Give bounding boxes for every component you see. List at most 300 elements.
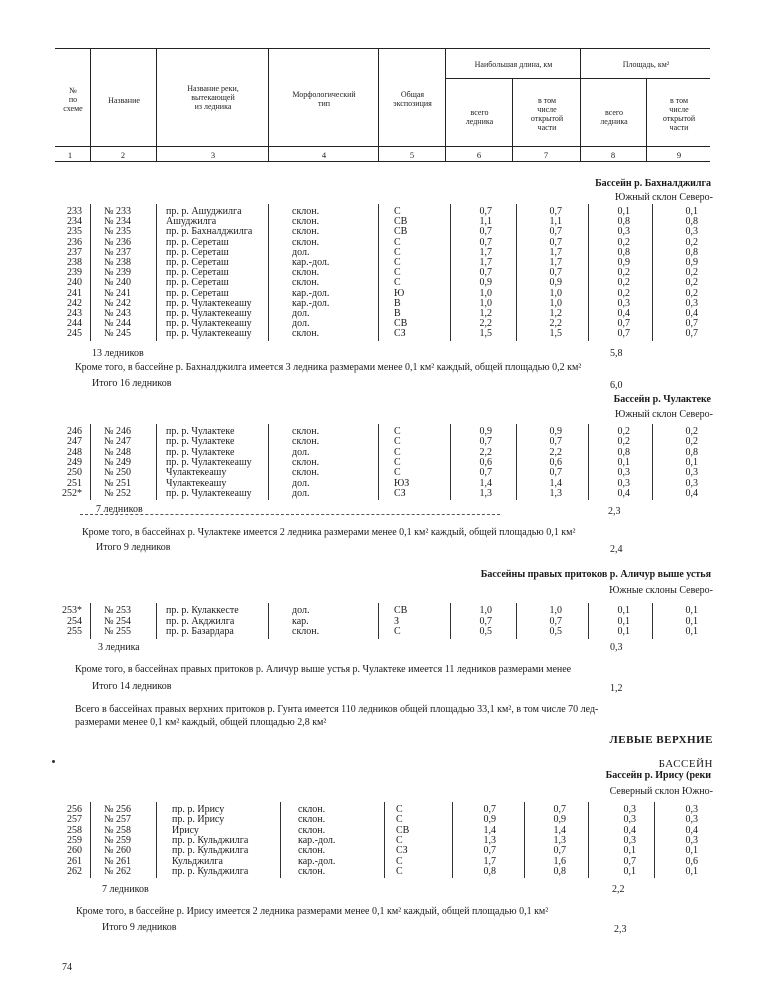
length-open: 0,7 xyxy=(553,845,566,857)
section-title: Бассейны правых притоков р. Аличур выше устья xyxy=(480,569,711,580)
length-open: 1,7 xyxy=(549,257,562,268)
glacier-name: № 246 xyxy=(104,426,132,437)
area-total: 0,4 xyxy=(617,487,630,499)
area-total: 0,4 xyxy=(617,308,630,319)
river-name: пр. р. Чулактекеашу xyxy=(166,297,252,309)
column-number: 1 xyxy=(67,150,73,160)
area-open: 0,1 xyxy=(685,605,698,616)
area-open: 0,1 xyxy=(685,865,698,877)
river-name: Кульджилга xyxy=(172,855,223,867)
itogo-area: 2,4 xyxy=(610,544,623,555)
area-total: 0,3 xyxy=(617,477,630,489)
header-length-total: всего ледника xyxy=(465,108,494,126)
column-number: 9 xyxy=(676,150,682,160)
length-open: 0,7 xyxy=(549,267,562,279)
area-open: 0,1 xyxy=(685,206,698,217)
header-river: Название реки, вытекающей из ледника xyxy=(187,84,239,111)
morph-type: кар.-дол. xyxy=(298,855,336,867)
exposition: С xyxy=(394,246,401,258)
total-area: 0,3 xyxy=(610,642,623,653)
header-bottom-rule xyxy=(55,161,710,162)
area-open: 0,1 xyxy=(685,456,698,468)
basin-heading: БАССЕЙН xyxy=(658,758,713,770)
header-divider xyxy=(580,48,581,161)
area-total: 0,2 xyxy=(617,426,630,437)
length-total: 0,8 xyxy=(483,865,496,877)
area-open: 0,2 xyxy=(685,267,698,279)
length-total: 1,2 xyxy=(479,308,492,319)
area-total: 0,2 xyxy=(617,436,630,448)
river-name: пр. р. Чулактекеашу xyxy=(166,308,252,319)
river-name: пр. р. Базардара xyxy=(166,626,234,637)
morph-type: склон. xyxy=(292,426,320,437)
river-name: Ашуджилга xyxy=(166,216,217,228)
glacier-name: № 233 xyxy=(104,206,132,217)
morph-type: дол. xyxy=(292,487,310,499)
length-open: 0,7 xyxy=(549,226,562,238)
morph-type: кар.-дол. xyxy=(292,297,330,309)
river-name: пр. р. Ирису xyxy=(172,814,225,826)
morph-type: склон. xyxy=(298,804,326,815)
column-number: 4 xyxy=(321,150,327,160)
row-number: 257 xyxy=(67,814,82,826)
itogo-area: 6,0 xyxy=(610,380,623,391)
morph-type: дол. xyxy=(292,605,310,616)
area-total: 0,3 xyxy=(617,297,630,309)
area-total: 0,3 xyxy=(623,814,636,826)
area-total: 0,1 xyxy=(617,605,630,616)
exposition: С xyxy=(394,456,401,468)
table-row xyxy=(0,227,761,237)
river-name: пр. р. Чулактекеашу xyxy=(166,318,252,330)
river-name: пр. р. Сереташ xyxy=(166,246,229,258)
area-total: 0,8 xyxy=(617,246,630,258)
exposition: С xyxy=(394,426,401,437)
area-total: 0,1 xyxy=(617,456,630,468)
row-number: 241 xyxy=(67,287,82,299)
itogo-text: Итого 14 ледников xyxy=(92,681,172,692)
length-total: 0,7 xyxy=(479,467,492,479)
glacier-name: № 251 xyxy=(104,477,132,489)
row-number: 261 xyxy=(67,855,82,867)
header-top-rule xyxy=(55,48,710,49)
row-number: 254 xyxy=(67,615,82,627)
exposition: С xyxy=(396,814,403,826)
row-number: 247 xyxy=(67,436,82,448)
length-open: 0,9 xyxy=(549,426,562,437)
exposition: С xyxy=(396,834,403,846)
area-open: 0,3 xyxy=(685,297,698,309)
morph-type: дол. xyxy=(292,246,310,258)
glacier-name: № 250 xyxy=(104,467,132,479)
area-open: 0,7 xyxy=(685,328,698,340)
area-total: 0,3 xyxy=(623,804,636,815)
row-number: 256 xyxy=(67,804,82,815)
glacier-name: № 241 xyxy=(104,287,132,299)
area-open: 0,8 xyxy=(685,446,698,458)
area-open: 0,3 xyxy=(685,804,698,815)
area-total: 0,8 xyxy=(617,446,630,458)
glacier-name: № 238 xyxy=(104,257,132,268)
length-open: 1,6 xyxy=(553,855,566,867)
table-row xyxy=(0,627,761,637)
length-total: 0,9 xyxy=(479,426,492,437)
row-number: 253* xyxy=(62,605,82,616)
table-row xyxy=(0,857,761,867)
note-text: Кроме того, в бассейне р. Ирису имеется 2 ледника размерами менее 0,1 км² каждый, общей площадью 0,1 км² xyxy=(76,906,549,917)
section-title: Бассейн р. Чулактеке xyxy=(613,394,711,405)
morph-type: кар.-дол. xyxy=(292,287,330,299)
row-number: 236 xyxy=(67,236,82,248)
exposition: С xyxy=(396,865,403,877)
area-open: 0,2 xyxy=(685,287,698,299)
glacier-name: № 252 xyxy=(104,487,132,499)
area-open: 0,9 xyxy=(685,257,698,268)
length-total: 0,5 xyxy=(479,626,492,637)
area-total: 0,4 xyxy=(623,824,636,836)
exposition: В xyxy=(394,297,401,309)
length-open: 0,7 xyxy=(549,236,562,248)
area-total: 0,3 xyxy=(617,467,630,479)
row-number: 250 xyxy=(67,467,82,479)
river-name: пр. р. Чулактекеашу xyxy=(166,328,252,340)
morph-type: склон. xyxy=(292,277,320,289)
exposition: СЗ xyxy=(394,487,406,499)
length-open: 0,6 xyxy=(549,456,562,468)
header-length-open: в том числе открытой части xyxy=(530,96,564,132)
morph-type: дол. xyxy=(292,446,310,458)
table-row xyxy=(0,815,761,825)
table-row xyxy=(0,489,761,499)
row-number: 246 xyxy=(67,426,82,437)
length-open: 1,5 xyxy=(549,328,562,340)
area-total: 0,3 xyxy=(623,834,636,846)
length-open: 0,7 xyxy=(549,467,562,479)
exposition: В xyxy=(394,308,401,319)
length-total: 0,7 xyxy=(479,615,492,627)
row-number: 234 xyxy=(67,216,82,228)
exposition: С xyxy=(394,236,401,248)
river-name: пр. р. Сереташ xyxy=(166,257,229,268)
margin-dot xyxy=(52,760,55,763)
morph-type: склон. xyxy=(292,226,320,238)
row-number: 251 xyxy=(67,477,82,489)
length-total: 1,7 xyxy=(479,257,492,268)
row-number: 244 xyxy=(67,318,82,330)
morph-type: кар. xyxy=(292,615,309,627)
area-total: 0,2 xyxy=(617,287,630,299)
area-open: 0,2 xyxy=(685,277,698,289)
area-total: 0,2 xyxy=(617,236,630,248)
glacier-name: № 249 xyxy=(104,456,132,468)
table-row xyxy=(0,867,761,877)
row-number: 238 xyxy=(67,257,82,268)
glacier-name: № 244 xyxy=(104,318,132,330)
page-number: 74 xyxy=(62,962,72,973)
area-open: 0,3 xyxy=(685,467,698,479)
morph-type: склон. xyxy=(298,814,326,826)
area-open: 0,3 xyxy=(685,477,698,489)
length-total: 1,0 xyxy=(479,605,492,616)
column-number: 5 xyxy=(409,150,415,160)
length-open: 1,0 xyxy=(549,605,562,616)
length-open: 1,3 xyxy=(553,834,566,846)
area-total: 0,7 xyxy=(623,855,636,867)
itogo-area: 1,2 xyxy=(610,683,623,694)
exposition: С xyxy=(394,267,401,279)
length-total: 0,7 xyxy=(483,845,496,857)
area-total: 0,3 xyxy=(617,226,630,238)
area-open: 0,3 xyxy=(685,814,698,826)
length-open: 2,2 xyxy=(549,318,562,330)
row-number: 248 xyxy=(67,446,82,458)
glacier-name: № 248 xyxy=(104,446,132,458)
exposition: С xyxy=(394,206,401,217)
exposition: С xyxy=(394,467,401,479)
morph-type: склон. xyxy=(298,845,326,857)
table-row xyxy=(0,617,761,627)
river-name: пр. р. Сереташ xyxy=(166,287,229,299)
area-open: 0,2 xyxy=(685,436,698,448)
length-total: 1,3 xyxy=(483,834,496,846)
itogo-text: Итого 9 ледников xyxy=(96,542,171,553)
exposition: С xyxy=(394,436,401,448)
area-open: 0,4 xyxy=(685,487,698,499)
length-open: 1,4 xyxy=(549,477,562,489)
glacier-count: 7 ледников xyxy=(96,504,143,515)
length-open: 1,3 xyxy=(549,487,562,499)
morph-type: склон. xyxy=(292,216,320,228)
summary-line: Всего в бассейнах правых верхних притоков р. Гунта имеется 110 ледников общей площадью 33,1 км², в том числе 70 лед- xyxy=(75,704,599,715)
row-number: 240 xyxy=(67,277,82,289)
length-total: 0,7 xyxy=(479,236,492,248)
exposition: С xyxy=(394,626,401,637)
length-open: 0,5 xyxy=(549,626,562,637)
row-number: 237 xyxy=(67,246,82,258)
table-row xyxy=(0,479,761,489)
header-area-group: Площадь, км² xyxy=(622,60,670,69)
length-total: 1,7 xyxy=(479,246,492,258)
note-text: Кроме того, в бассейне р. Бахналджилга имеется 3 ледника размерами менее 0,1 км² каждый, общей площадью 0,2 км² xyxy=(75,362,582,373)
exposition: СВ xyxy=(396,824,410,836)
area-open: 0,7 xyxy=(685,318,698,330)
left-upper-heading: ЛЕВЫЕ ВЕРХНИЕ xyxy=(609,734,713,746)
column-number: 7 xyxy=(543,150,549,160)
exposition: ЮЗ xyxy=(394,477,410,489)
length-total: 1,4 xyxy=(483,824,496,836)
area-open: 0,2 xyxy=(685,426,698,437)
row-separator xyxy=(80,514,500,515)
row-number: 249 xyxy=(67,456,82,468)
table-row xyxy=(0,468,761,478)
header-morph-type: Морфологический тип xyxy=(292,90,356,108)
glacier-name: № 258 xyxy=(104,824,132,836)
exposition: С xyxy=(394,257,401,268)
header-divider xyxy=(156,48,157,161)
morph-type: склон. xyxy=(292,456,320,468)
river-name: пр. р. Бахналджилга xyxy=(166,226,253,238)
river-name: Чулактекеашу xyxy=(166,477,227,489)
morph-type: склон. xyxy=(292,467,320,479)
glacier-name: № 240 xyxy=(104,277,132,289)
morph-type: склон. xyxy=(298,824,326,836)
header-number: № по схеме xyxy=(63,86,83,113)
header-subgroup-rule xyxy=(445,78,710,79)
exposition: З xyxy=(394,615,400,627)
length-open: 1,0 xyxy=(549,287,562,299)
length-total: 1,5 xyxy=(479,328,492,340)
header-name: Название xyxy=(108,96,140,105)
area-open: 0,1 xyxy=(685,615,698,627)
section-subtitle: Южный склон Северо- xyxy=(614,192,713,203)
length-total: 0,9 xyxy=(479,277,492,289)
length-open: 1,1 xyxy=(549,216,562,228)
section-title: Бассейн р. Ирису (реки xyxy=(605,770,711,781)
length-open: 0,9 xyxy=(553,814,566,826)
morph-type: склон. xyxy=(292,328,320,340)
glacier-name: № 237 xyxy=(104,246,132,258)
row-number: 239 xyxy=(67,267,82,279)
glacier-name: № 262 xyxy=(104,865,132,877)
length-open: 0,9 xyxy=(549,277,562,289)
row-number: 243 xyxy=(67,308,82,319)
length-total: 0,7 xyxy=(479,206,492,217)
row-number: 260 xyxy=(67,845,82,857)
header-area-total: всего ледника xyxy=(600,108,628,126)
header-divider xyxy=(646,78,647,161)
total-area: 2,3 xyxy=(608,506,621,517)
section-subtitle: Северный склон Южно- xyxy=(609,786,713,797)
glacier-name: № 235 xyxy=(104,226,132,238)
table-row xyxy=(0,329,761,339)
row-number: 242 xyxy=(67,297,82,309)
length-total: 1,0 xyxy=(479,297,492,309)
total-area: 2,2 xyxy=(612,884,625,895)
row-number: 259 xyxy=(67,834,82,846)
length-total: 0,7 xyxy=(479,267,492,279)
exposition: Ю xyxy=(394,287,405,299)
river-name: пр. р. Кулаккесте xyxy=(166,605,239,616)
note-text: Кроме того, в бассейнах правых притоков р. Аличур выше устья р. Чулактеке имеется 11 ледников размерами менее xyxy=(75,664,572,675)
area-open: 0,8 xyxy=(685,216,698,228)
length-total: 0,7 xyxy=(479,226,492,238)
row-number: 245 xyxy=(67,328,82,340)
length-open: 1,0 xyxy=(549,297,562,309)
length-open: 2,2 xyxy=(549,446,562,458)
exposition: С xyxy=(394,446,401,458)
river-name: пр. р. Сереташ xyxy=(166,267,229,279)
table-row xyxy=(0,278,761,288)
row-number: 258 xyxy=(67,824,82,836)
river-name: пр. р. Чулактекеашу xyxy=(166,487,252,499)
river-name: пр. р. Кульджилга xyxy=(172,834,249,846)
length-total: 2,2 xyxy=(479,446,492,458)
glacier-name: № 261 xyxy=(104,855,132,867)
area-total: 0,1 xyxy=(617,626,630,637)
length-open: 1,7 xyxy=(549,246,562,258)
river-name: пр. р. Чулактеке xyxy=(166,446,235,458)
area-total: 0,7 xyxy=(617,328,630,340)
length-total: 1,3 xyxy=(479,487,492,499)
length-open: 1,2 xyxy=(549,308,562,319)
morph-type: склон. xyxy=(298,865,326,877)
table-row xyxy=(0,846,761,856)
exposition: С xyxy=(396,804,403,815)
length-total: 0,7 xyxy=(483,804,496,815)
section-subtitle: Южные склоны Северо- xyxy=(609,585,713,596)
area-open: 0,8 xyxy=(685,246,698,258)
morph-type: склон. xyxy=(292,436,320,448)
morph-type: дол. xyxy=(292,308,310,319)
area-total: 0,9 xyxy=(617,257,630,268)
river-name: пр. р. Ирису xyxy=(172,804,225,815)
river-name: пр. р. Чулактекеашу xyxy=(166,456,252,468)
length-total: 1,1 xyxy=(479,216,492,228)
itogo-text: Итого 9 ледников xyxy=(102,922,177,933)
area-total: 0,1 xyxy=(623,865,636,877)
river-name: пр. р. Чулактеке xyxy=(166,436,235,448)
exposition: СЗ xyxy=(394,328,406,340)
area-total: 0,1 xyxy=(617,615,630,627)
area-open: 0,4 xyxy=(685,824,698,836)
river-name: пр. р. Кульджилга xyxy=(172,845,249,857)
row-number: 235 xyxy=(67,226,82,238)
row-number: 252* xyxy=(62,487,82,499)
table-row xyxy=(0,606,761,616)
area-open: 0,2 xyxy=(685,236,698,248)
area-total: 0,1 xyxy=(623,845,636,857)
header-mid-rule xyxy=(55,146,710,147)
area-total: 0,2 xyxy=(617,277,630,289)
area-open: 0,4 xyxy=(685,308,698,319)
section-subtitle: Южный склон Северо- xyxy=(614,409,713,420)
glacier-name: № 253 xyxy=(104,605,132,616)
glacier-name: № 239 xyxy=(104,267,132,279)
exposition: СВ xyxy=(394,216,408,228)
header-divider xyxy=(90,48,91,161)
column-number: 3 xyxy=(210,150,216,160)
river-name: Чулактекеашу xyxy=(166,467,227,479)
morph-type: дол. xyxy=(292,477,310,489)
glacier-name: № 260 xyxy=(104,845,132,857)
glacier-name: № 243 xyxy=(104,308,132,319)
length-open: 0,7 xyxy=(549,436,562,448)
row-number: 262 xyxy=(67,865,82,877)
row-number: 233 xyxy=(67,206,82,217)
header-divider xyxy=(445,48,446,161)
header-length-group: Наибольшая длина, км xyxy=(474,60,553,69)
length-total: 0,9 xyxy=(483,814,496,826)
row-number: 255 xyxy=(67,626,82,637)
header-divider xyxy=(378,48,379,161)
area-open: 0,3 xyxy=(685,226,698,238)
length-open: 0,7 xyxy=(549,615,562,627)
length-open: 1,4 xyxy=(553,824,566,836)
column-number: 6 xyxy=(476,150,482,160)
header-divider xyxy=(268,48,269,161)
header-divider xyxy=(512,78,513,161)
section-title: Бассейн р. Бахналджилга xyxy=(595,178,711,189)
itogo-area: 2,3 xyxy=(614,924,627,935)
summary-line: размерами менее 0,1 км² каждый, общей площадью 2,8 км² xyxy=(75,717,327,728)
length-open: 0,7 xyxy=(549,206,562,217)
total-area: 5,8 xyxy=(610,348,623,359)
glacier-name: № 255 xyxy=(104,626,132,637)
length-total: 1,0 xyxy=(479,287,492,299)
length-open: 0,8 xyxy=(553,865,566,877)
glacier-name: № 245 xyxy=(104,328,132,340)
area-open: 0,1 xyxy=(685,626,698,637)
